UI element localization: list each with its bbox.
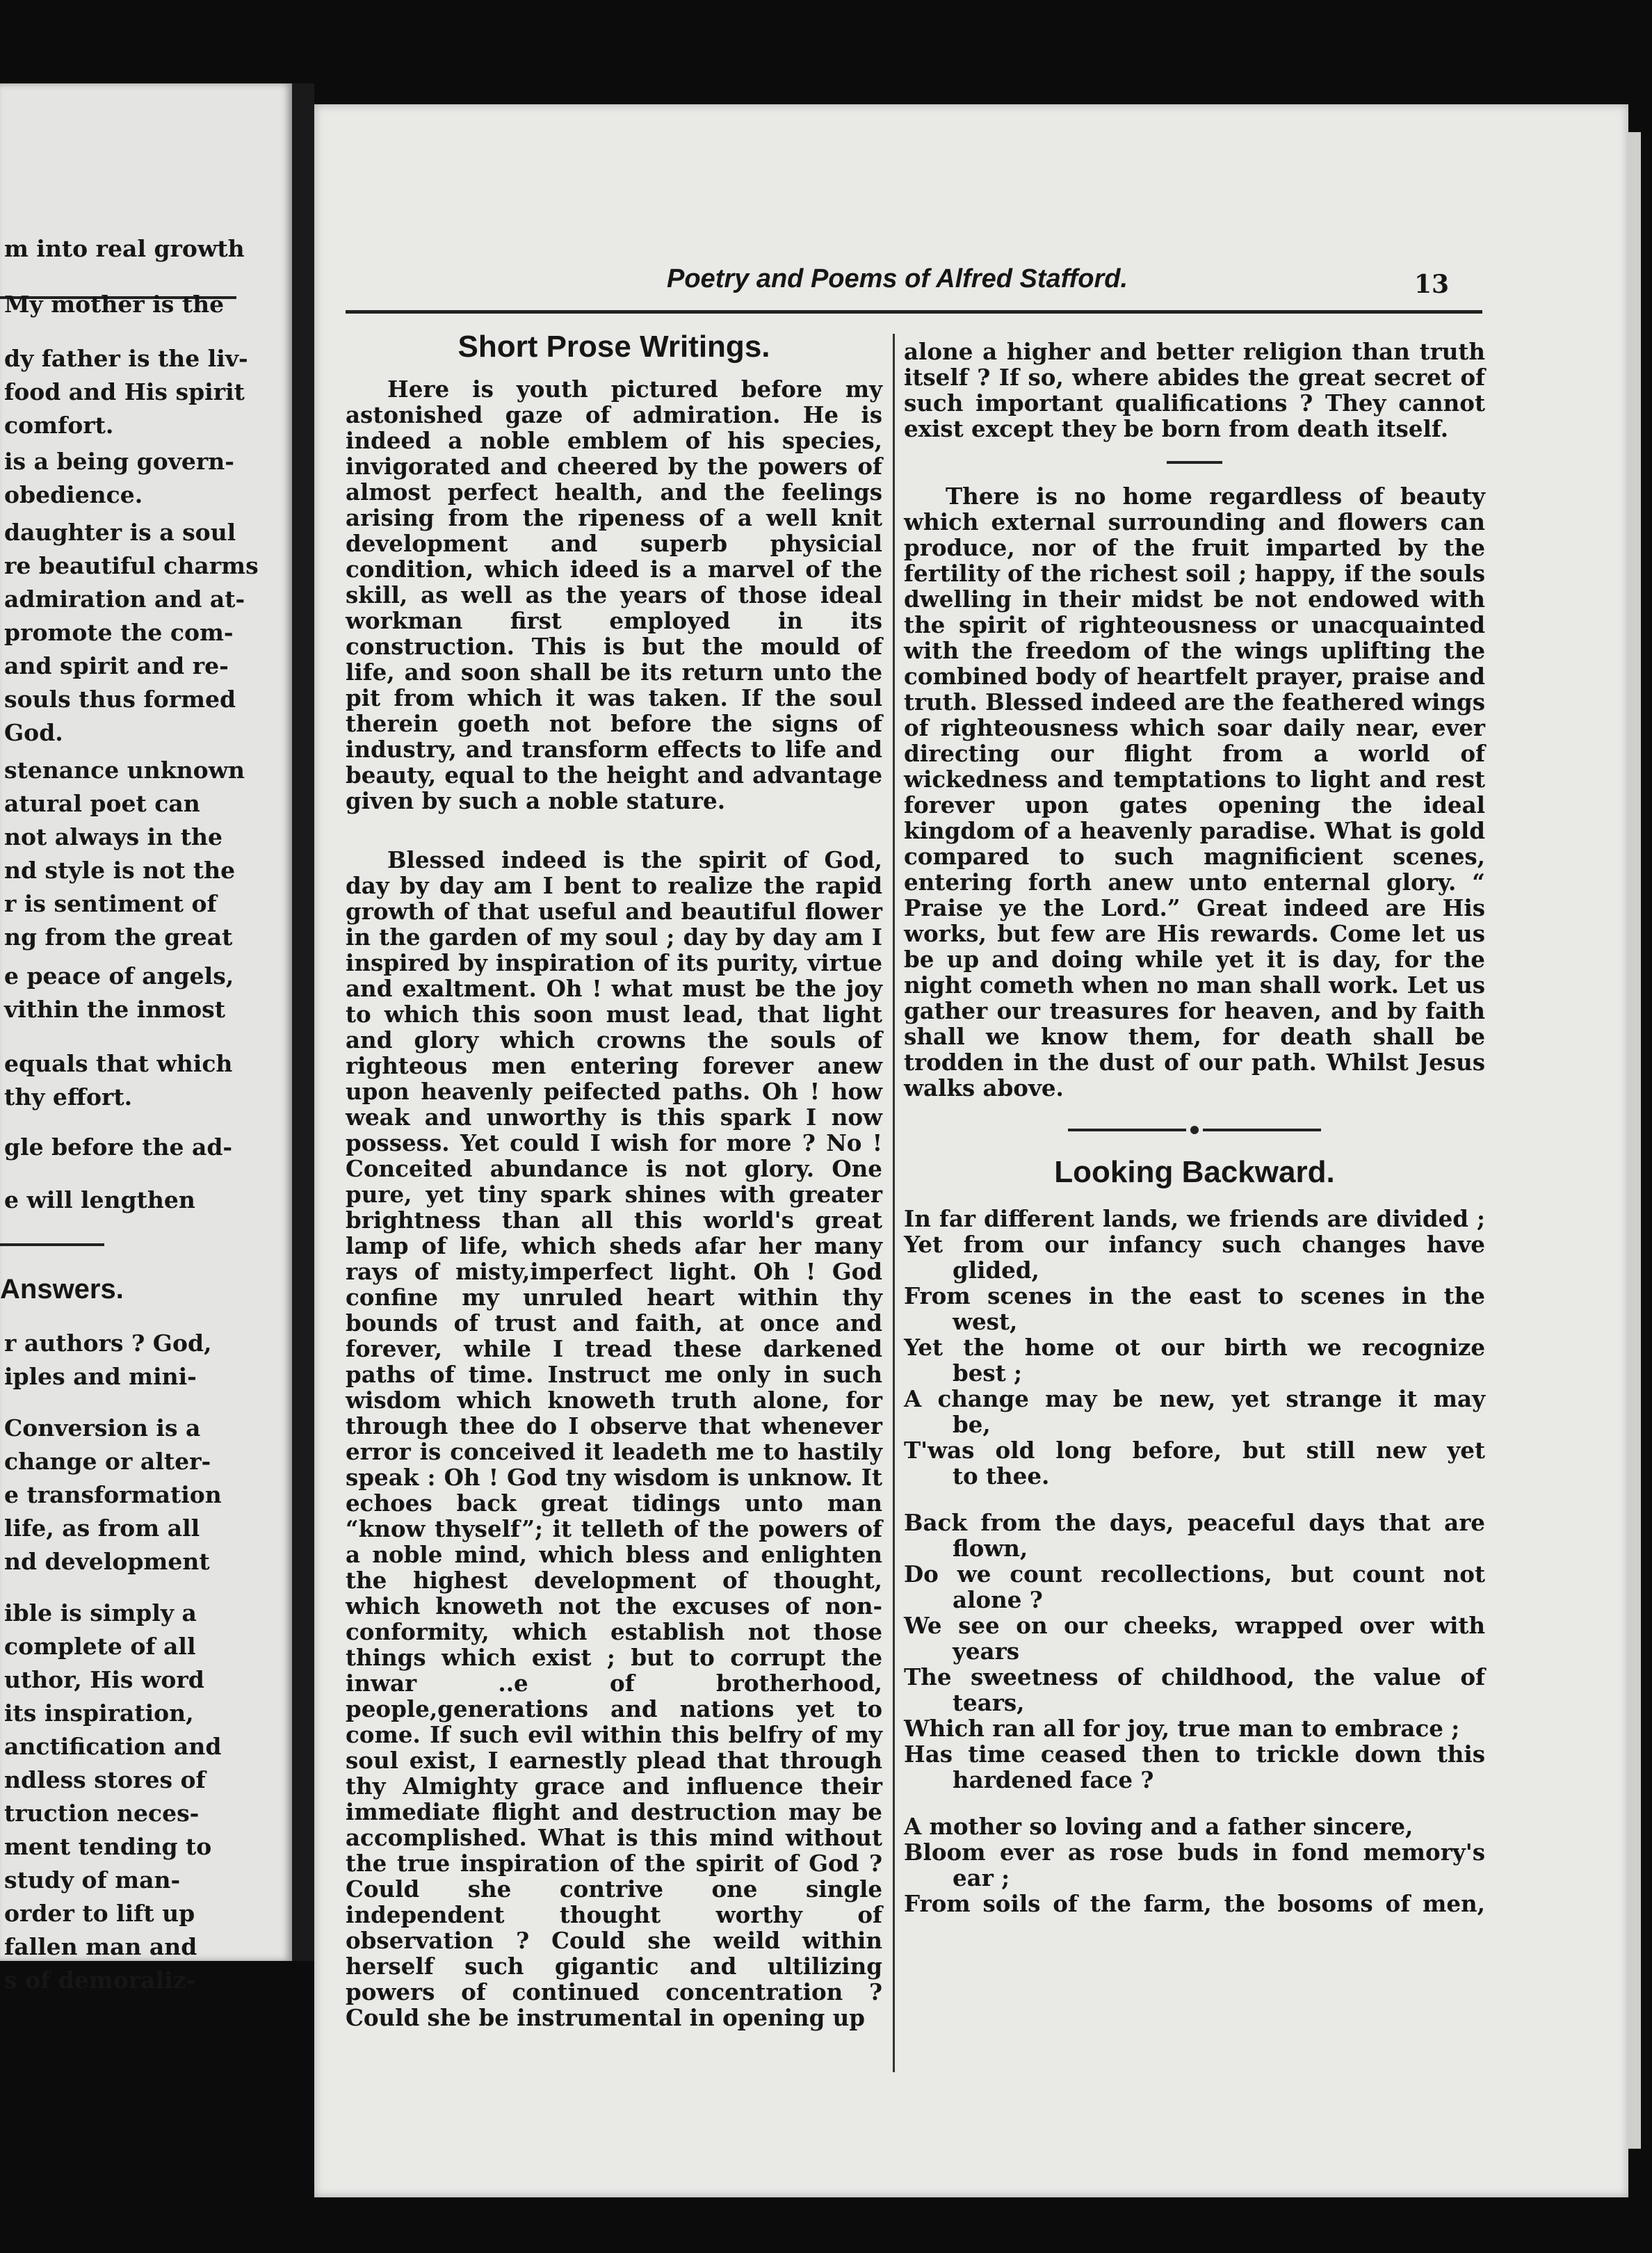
column-divider <box>893 334 895 2072</box>
poem-line: Back from the days, peaceful days that are <box>904 1509 1485 1536</box>
left-page-line: Answers. <box>0 1274 124 1305</box>
section-title-short-prose: Short Prose Writings. <box>457 330 770 364</box>
poem-line: tears, <box>953 1689 1025 1716</box>
left-page-line: its inspiration, <box>4 1699 194 1727</box>
left-page-line: nd development <box>4 1548 210 1575</box>
prose-paragraph: alone a higher and better religion than truth itself ? If so, where abides the great secret of such important qualifications ? They cannot exist except they be born from death itself. <box>904 338 1485 442</box>
page <box>314 104 1628 2197</box>
poem-line: We see on our cheeks, wrapped over with <box>904 1612 1485 1639</box>
left-page-line: uthor, His word <box>4 1666 204 1693</box>
left-page-line: God. <box>4 719 63 746</box>
left-page-line: atural poet can <box>4 790 200 817</box>
left-page-fragment <box>0 83 292 1994</box>
left-page-line: promote the com- <box>4 619 234 646</box>
poem-line: best ; <box>953 1359 1023 1387</box>
left-page-line: e will lengthen <box>4 1186 195 1213</box>
poem-line: hardened face ? <box>953 1766 1154 1793</box>
left-page-line: is a being govern- <box>4 448 234 475</box>
poem-line: From soils of the farm, the bosoms of men, <box>904 1890 1485 1917</box>
poem-line: A mother so loving and a father sincere, <box>904 1813 1414 1840</box>
left-page-line: ng from the great <box>4 923 233 951</box>
poem-line: Has time ceased then to trickle down this <box>904 1741 1485 1768</box>
left-page-line: ment tending to <box>4 1833 212 1860</box>
left-page-line: comfort. <box>4 412 114 439</box>
left-page-line: food and His spirit <box>4 378 245 405</box>
poem-stanza <box>904 1814 1485 1916</box>
left-page-line: nd style is not the <box>4 857 236 884</box>
left-page-line: e peace of angels, <box>4 962 234 990</box>
left-page-line: vithin the inmost <box>4 996 225 1023</box>
left-page-line: life, as from all <box>4 1515 200 1542</box>
poem-line: to thee. <box>953 1462 1050 1489</box>
left-page-line: equals that which <box>4 1050 233 1077</box>
left-page-line: iples and mini- <box>4 1363 197 1390</box>
left-page-line: complete of all <box>4 1633 196 1660</box>
poem-line: Yet from our infancy such changes have <box>904 1231 1485 1258</box>
poem-line: From scenes in the east to scenes in the <box>904 1282 1485 1309</box>
poem-title: Looking Backward. <box>1054 1155 1335 1189</box>
left-page-line: change or alter- <box>4 1448 211 1475</box>
left-page-line: My mother is the <box>4 291 225 318</box>
left-page-line: truction neces- <box>4 1800 200 1827</box>
poem-line: be, <box>953 1411 991 1438</box>
prose-paragraph: Here is youth pictured before my astonished gaze of admiration. He is indeed a noble emblem of his species, invigorated and cheered by the powers of almost perfect health, and the feelings arising from the ripeness of a well knit development and superb physicial condition, which ideed is a marvel of the skill, as well as the years of those ideal workman first employed in its construction. This is but the mould of life, and soon shall be its return unto the pit from which it was taken. If the soul therein goeth not before the signs of industry, and transform effects to life and beauty, equal to the height and advantage given by such a noble stature. <box>346 376 882 814</box>
poem-line: alone ? <box>953 1586 1043 1613</box>
right-column <box>904 339 1485 1937</box>
left-page-line: daughter is a soul <box>4 519 236 546</box>
poem-line: Bloom ever as rose buds in fond memory's <box>904 1839 1485 1866</box>
poem-line: Do we count recollections, but count not <box>904 1560 1485 1588</box>
poem-line: ear ; <box>953 1864 1010 1891</box>
poem-line: T'was old long before, but still new yet <box>904 1437 1485 1464</box>
left-page-line: gle before the ad- <box>4 1133 233 1161</box>
section-rule <box>1167 461 1222 464</box>
left-column <box>346 330 882 2031</box>
left-page-line: order to lift up <box>4 1900 195 1927</box>
running-title: Poetry and Poems of Alfred Stafford. <box>667 264 1128 293</box>
left-page-line: admiration and at- <box>4 586 245 613</box>
poem-stanza <box>904 1510 1485 1793</box>
left-page-line: r authors ? God, <box>4 1330 212 1357</box>
poem <box>904 1206 1485 1916</box>
left-page-line: obedience. <box>4 481 143 508</box>
poem-line: years <box>953 1638 1020 1665</box>
left-page-line: r is sentiment of <box>4 890 217 917</box>
left-page-line: re beautiful charms <box>4 552 259 579</box>
poem-line: In far different lands, we friends are divided ; <box>904 1205 1485 1232</box>
left-page-line: study of man- <box>4 1866 181 1893</box>
left-page-rule <box>0 1243 104 1246</box>
left-page-line: s of demoraliz- <box>4 1967 196 1994</box>
left-page-line: souls thus formed <box>4 686 236 713</box>
left-page-line: dy father is the liv- <box>4 345 248 372</box>
poem-line: flown, <box>953 1535 1028 1562</box>
left-page-line: anctification and <box>4 1733 222 1760</box>
book-gutter <box>292 83 314 1961</box>
prose-paragraph: There is no home regardless of beauty which external surrounding and flowers can produce, nor of the fruit imparted by the fertility of the richest soil ; happy, if the souls dwelling in their midst be not endowed with the spirit of righteousness or unacquainted with the freedom of the wings uplifting the combined body of heartfelt prayer, praise and truth. Blessed indeed are the feathered wings of righteousness which soar daily near, ever directing our flight from a world of wickedness and temptations to light and rest forever upon gates opening the ideal kingdom of a heavenly paradise. What is gold compared to such magnificient scenes, entering forth anew unto enternal glory. “ Praise ye the Lord.” Great indeed are His works, but few are His rewards. Come let us be up and doing while yet it is day, for the night cometh when no man shall work. Let us gather our treasures for heaven, and by faith shall we know them, for death shall be trodden in the dust of our path. Whilst Jesus walks above. <box>904 483 1485 1101</box>
left-page-line: e transformation <box>4 1481 222 1508</box>
left-page-line: ndless stores of <box>4 1766 206 1793</box>
poem-line: Which ran all for joy, true man to embrace ; <box>904 1715 1460 1742</box>
poem-line: glided, <box>953 1257 1039 1284</box>
prose-paragraph: Blessed indeed is the spirit of God, day by day am I bent to realize the rapid growth of that useful and beautiful flower in the garden of my soul ; day by day am I inspired by inspiration of its purity, virtue and exaltment. Oh ! what must be the joy to which this soon must lead, that light and glory which crowns the souls of righteous men entering forever anew upon heavenly peifected paths. Oh ! how weak and unworthy is this spark I now possess. Yet could I wish for more ? No ! Conceited abundance is not glory. One pure, yet tiny spark shines with greater brightness than all this world's great lamp of life, which sheds afar her many rays of misty,imperfect light. Oh ! God confine my unruled heart within thy bounds of trust and faith, at once and forever, while I tread these darkened paths of time. Instruct me only in such wisdom which knoweth truth alone, for through thee do I observe that whenever error is conceived it leadeth me to hastily speak : Oh ! God tny wisdom is unknow. It echoes back great tidings unto man “know thyself”; it telleth of the powers of a noble mind, which bless and enlighten the highest development of thought, which knoweth not the excuses of non-conformity, which establish not those things which exist ; but to corrupt the inwar ..e of brotherhood, people,generations and nations yet to come. If such evil within this belfry of my soul exist, I earnestly plead that through thy Almighty grace and influence their immediate flight and destruction may be accomplished. What is this mind without the true inspiration of the spirit of God ? Could she contrive one single independent thought worthy of observation ? Could she weild within herself such gigantic and ultilizing powers of continued concentration ? Could she be instrumental in opening up <box>346 846 882 2031</box>
left-page-line: stenance unknown <box>4 757 245 784</box>
left-page-line: thy effort. <box>4 1083 133 1111</box>
poem-line: west, <box>953 1308 1018 1335</box>
poem-line: A change may be new, yet strange it may <box>904 1385 1485 1412</box>
left-page-line: ible is simply a <box>4 1599 197 1626</box>
poem-line: The sweetness of childhood, the value of <box>904 1663 1485 1690</box>
poem-line: Yet the home ot our birth we recognize <box>904 1334 1485 1361</box>
page-number: 13 <box>1414 270 1450 299</box>
poem-stanza <box>904 1206 1485 1489</box>
ornamental-divider <box>904 1126 1485 1134</box>
page-edge <box>1628 132 1641 2149</box>
left-page-line: not always in the <box>4 823 222 850</box>
left-page-line: m into real growth <box>4 235 245 262</box>
left-page-line: and spirit and re- <box>4 652 229 679</box>
header-rule <box>346 310 1482 314</box>
left-page-line: fallen man and <box>4 1933 197 1960</box>
left-page-line: Conversion is a <box>4 1414 201 1442</box>
